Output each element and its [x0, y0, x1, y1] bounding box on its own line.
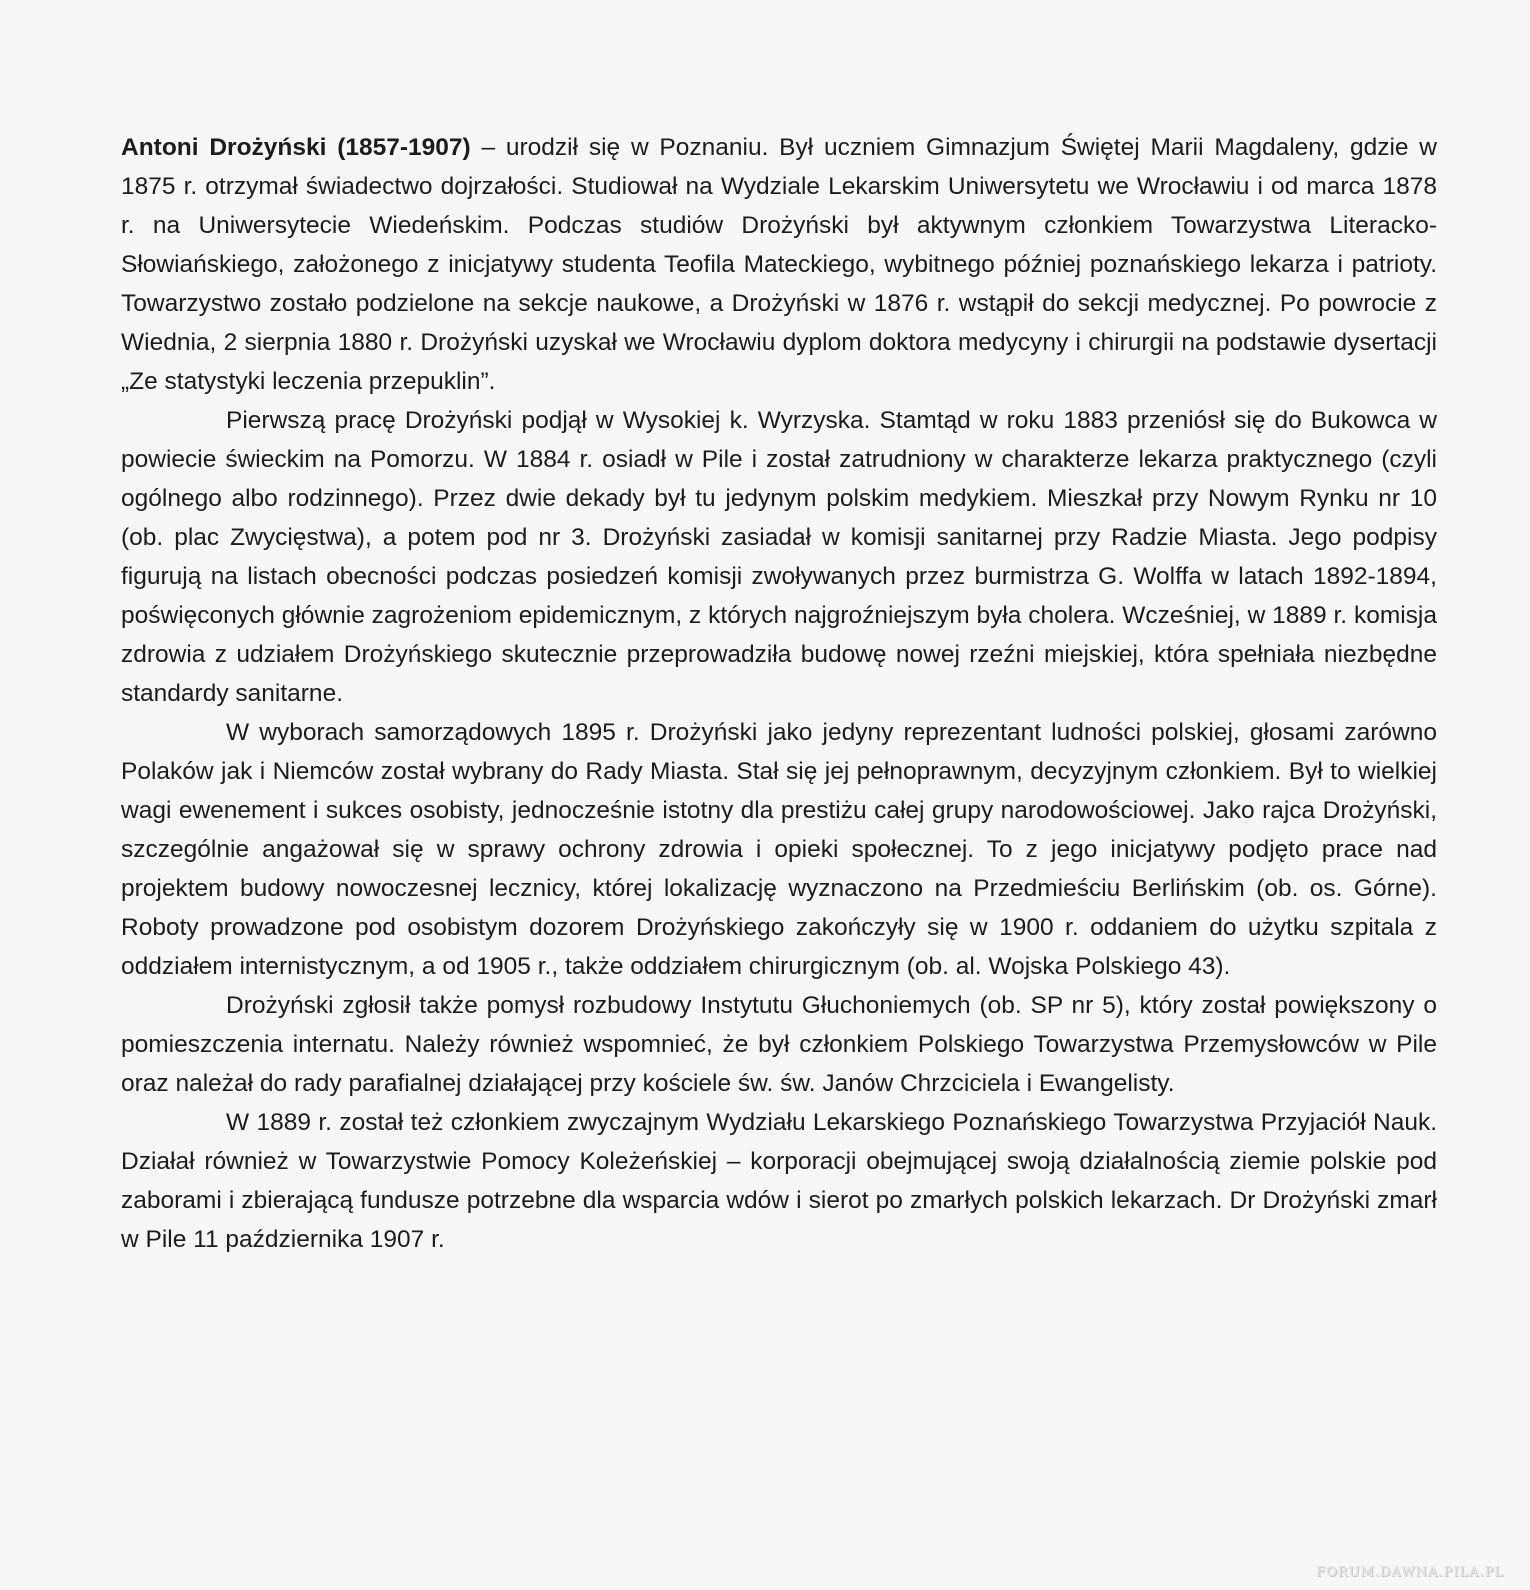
paragraph-5: W 1889 r. został też członkiem zwyczajnym Wydziału Lekarskiego Poznańskiego Towarzystwa Przyjaciół Nauk. Działał również w Towarzystwie Pomocy Koleżeńskiej – korporacji obejmującej swoją działalnością ziemie polskie pod zaborami i zbierającą fundusze potrzebne dla wsparcia wdów i sierot po zmarłych polskich lekarzach. Dr Drożyński zmarł w Pile 11 października 1907 r. — [121, 1109, 1437, 1253]
watermark: FORUM.DAWNA.PILA.PL — [1316, 1565, 1504, 1580]
document-body — [121, 128, 1437, 1259]
paragraph-1 — [121, 128, 1437, 401]
paragraph-3: W wyborach samorządowych 1895 r. Drożyński jako jedyny reprezentant ludności polskiej, głosami zarówno Polaków jak i Niemców został wybrany do Rady Miasta. Stał się jej pełnoprawnym, decyzyjnym członkiem. Był to wielkiej wagi ewenement i sukces osobisty, jednocześnie istotny dla prestiżu całej grupy narodowościowej. Jako rajca Drożyński, szczególnie angażował się w sprawy ochrony zdrowia i opieki społecznej. To z jego inicjatywy podjęto prace nad projektem budowy nowoczesnej lecznicy, której lokalizację wyznaczono na Przedmieściu Berlińskim (ob. os. Górne). Roboty prowadzone pod osobistym dozorem Drożyńskiego zakończyły się w 1900 r. oddaniem do użytku szpitala z oddziałem internistycznym, a od 1905 r., także oddziałem chirurgicznym (ob. al. Wojska Polskiego 43). — [121, 719, 1437, 980]
paragraph-1-text: – urodził się w Poznaniu. Był uczniem Gimnazjum Świętej Marii Magdaleny, gdzie w 1875 r. otrzymał świadectwo dojrzałości. Studiował na Wydziale Lekarskim Uniwersytetu we Wrocławiu i od marca 1878 r. na Uniwersytecie Wiedeńskim. Podczas studiów Drożyński był aktywnym członkiem Towarzystwa Literacko-Słowiańskiego, założonego z inicjatywy studenta Teofila Mateckiego, wybitnego później poznańskiego lekarza i patrioty. Towarzystwo zostało podzielone na sekcje naukowe, a Drożyński w 1876 r. wstąpił do sekcji medycznej. Po powrocie z Wiednia, 2 sierpnia 1880 r. Drożyński uzyskał we Wrocławiu dyplom doktora medycyny i chirurgii na podstawie dysertacji „Ze statystyki leczenia przepuklin”. — [121, 134, 1437, 395]
lead-name: Antoni Drożyński (1857-1907) — [121, 134, 471, 161]
paragraph-2: Pierwszą pracę Drożyński podjął w Wysokiej k. Wyrzyska. Stamtąd w roku 1883 przeniósł się do Bukowca w powiecie świeckim na Pomorzu. W 1884 r. osiadł w Pile i został zatrudniony w charakterze lekarza praktycznego (czyli ogólnego albo rodzinnego). Przez dwie dekady był tu jedynym polskim medykiem. Mieszkał przy Nowym Rynku nr 10 (ob. plac Zwycięstwa), a potem pod nr 3. Drożyński zasiadał w komisji sanitarnej przy Radzie Miasta. Jego podpisy figurują na listach obecności podczas posiedzeń komisji zwoływanych przez burmistrza G. Wolffa w latach 1892-1894, poświęconych głównie zagrożeniom epidemicznym, z których najgroźniejszym była cholera. Wcześniej, w 1889 r. komisja zdrowia z udziałem Drożyńskiego skutecznie przeprowadziła budowę nowej rzeźni miejskiej, która spełniała niezbędne standardy sanitarne. — [121, 407, 1437, 707]
paragraph-4: Drożyński zgłosił także pomysł rozbudowy Instytutu Głuchoniemych (ob. SP nr 5), który został powiększony o pomieszczenia internatu. Należy również wspomnieć, że był członkiem Polskiego Towarzystwa Przemysłowców w Pile oraz należał do rady parafialnej działającej przy kościele św. św. Janów Chrzciciela i Ewangelisty. — [121, 992, 1437, 1097]
